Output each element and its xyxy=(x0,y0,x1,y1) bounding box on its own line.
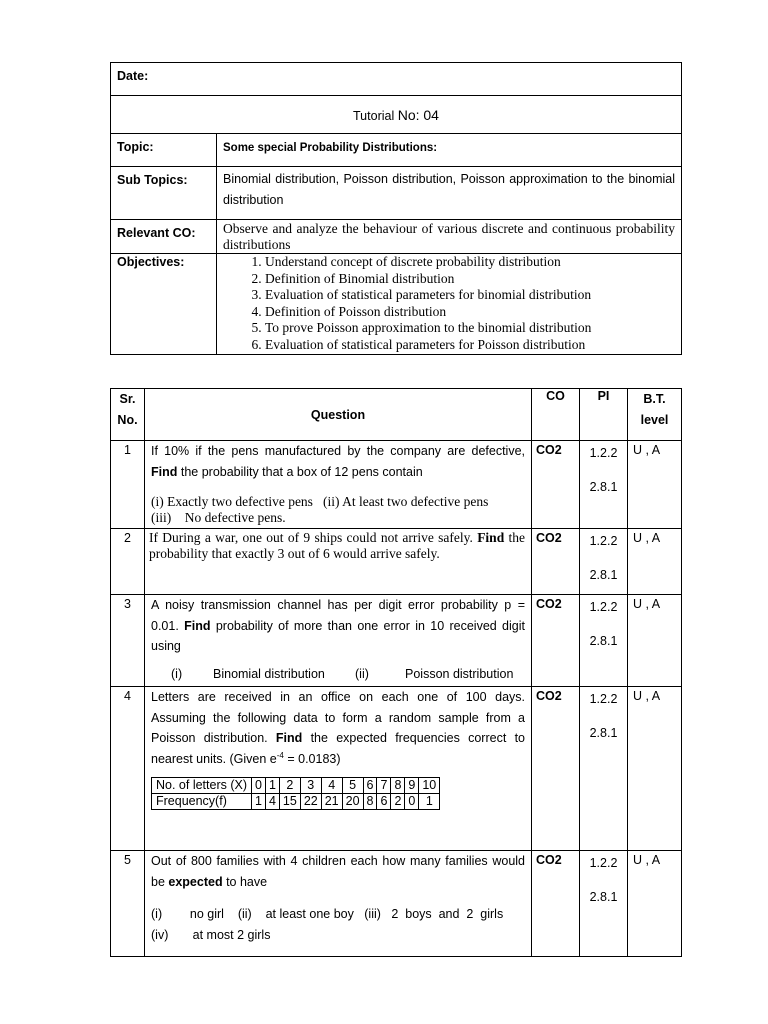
topic-value-cell xyxy=(217,134,682,167)
objectives-label-cell xyxy=(111,254,217,355)
option-number: (ii) xyxy=(355,666,369,681)
co-header xyxy=(532,389,580,441)
x-label: No. of letters (X) xyxy=(152,778,252,794)
subtopics-value-cell xyxy=(217,167,682,220)
f-value: 8 xyxy=(363,794,377,810)
question-header xyxy=(145,389,532,441)
f-value: 22 xyxy=(300,794,321,810)
find-keyword: Find xyxy=(275,731,303,745)
questions-table xyxy=(110,388,682,957)
x-value: 3 xyxy=(300,778,321,794)
objectives-list xyxy=(223,254,675,354)
pi-code: 1.2.2 xyxy=(589,446,618,460)
bt-level: U , A xyxy=(628,687,682,851)
question-text xyxy=(151,687,525,769)
f-value: 20 xyxy=(342,794,363,810)
date-cell xyxy=(111,63,682,96)
pi-code: 2.8.1 xyxy=(589,890,618,904)
bt-header-line2: level xyxy=(640,413,669,427)
question-text-post: the expected frequencies correct to nearest units. (Given e xyxy=(151,731,525,766)
pi-value xyxy=(580,529,628,595)
question-text-post: the probability that a box of 12 pens contain xyxy=(177,464,423,479)
pi-code: 1.2.2 xyxy=(589,692,618,706)
question-cell xyxy=(145,441,532,529)
find-keyword: Find xyxy=(184,618,211,633)
tutorial-title: Tutorial No: 04 xyxy=(353,106,439,123)
f-label: Frequency(f) xyxy=(152,794,252,810)
objective-item: 4. Definition of Poisson distribution xyxy=(265,304,675,321)
date-label: Date: xyxy=(117,69,149,83)
pi-header-text: PI xyxy=(597,389,610,403)
question-text-pre: If During a war, one out of 9 ships could not arrive safely. xyxy=(149,530,478,545)
bt-level: U , A xyxy=(628,441,682,529)
topic-value: Some special Probability Distributions: xyxy=(223,142,438,154)
f-value: 0 xyxy=(405,794,419,810)
question-cell xyxy=(145,851,532,957)
sr-no: 5 xyxy=(111,851,145,957)
sr-no: 4 xyxy=(111,687,145,851)
x-value: 7 xyxy=(377,778,391,794)
x-value: 2 xyxy=(279,778,300,794)
topic-label: Topic: xyxy=(117,140,154,154)
co-value: CO2 xyxy=(532,529,580,595)
x-value: 8 xyxy=(391,778,405,794)
co-value: CO2 xyxy=(532,687,580,851)
f-value: 15 xyxy=(279,794,300,810)
sr-header-line2: No. xyxy=(117,413,138,427)
topic-label-cell xyxy=(111,134,217,167)
objectives-label: Objectives: xyxy=(117,255,185,269)
table-row xyxy=(111,687,682,851)
table-row xyxy=(111,851,682,957)
question-text-post: probability of more than one error in 10 received digit using xyxy=(151,618,525,653)
objective-item: 3. Evaluation of statistical parameters for binomial distribution xyxy=(265,287,675,304)
question-option: (i) no girl (ii) at least one boy (iii) 2 boys and 2 girls xyxy=(151,907,504,921)
co-value: CO2 xyxy=(532,851,580,957)
tutorial-title-cell xyxy=(111,96,682,134)
frequency-f-row xyxy=(152,794,440,810)
expected-keyword: expected xyxy=(168,874,223,889)
pi-code: 2.8.1 xyxy=(589,726,618,740)
co-header-text: CO xyxy=(546,389,565,403)
subtopics-label-cell xyxy=(111,167,217,220)
x-value: 1 xyxy=(265,778,279,794)
objective-item: 2. Definition of Binomial distribution xyxy=(265,271,675,288)
frequency-table xyxy=(151,777,440,810)
question-cell xyxy=(145,687,532,851)
sr-no: 2 xyxy=(111,529,145,595)
pi-code: 1.2.2 xyxy=(589,856,618,870)
question-options xyxy=(151,666,525,682)
find-keyword: Find xyxy=(477,530,505,545)
co-value-cell xyxy=(217,220,682,254)
question-text-post: the probability that exactly 3 out of 6 would arrive safely. xyxy=(149,530,525,561)
sr-no-header xyxy=(111,389,145,441)
question-cell xyxy=(145,595,532,687)
question-text-end: = 0.0183) xyxy=(283,751,341,766)
option-text: Binomial distribution xyxy=(213,666,325,681)
x-value: 10 xyxy=(419,778,440,794)
table-row xyxy=(111,441,682,529)
pi-value xyxy=(580,441,628,529)
exponent: -4 xyxy=(276,750,284,760)
question-text xyxy=(151,441,525,482)
option-number: (i) xyxy=(171,666,183,681)
question-header-text: Question xyxy=(310,407,366,422)
question-option: (iv) at most 2 girls xyxy=(151,927,271,942)
pi-code: 1.2.2 xyxy=(589,600,618,614)
question-option: (iii) No defective pens. xyxy=(151,510,286,525)
bt-level: U , A xyxy=(628,595,682,687)
pi-code: 2.8.1 xyxy=(589,634,618,648)
sr-no: 1 xyxy=(111,441,145,529)
pi-code: 2.8.1 xyxy=(589,480,618,494)
question-text-pre: Out of 800 families with 4 children each how many families would be xyxy=(151,854,525,889)
co-label: Relevant CO: xyxy=(117,226,196,240)
question-option: (i) Exactly two defective pens (ii) At least two defective pens xyxy=(151,494,489,509)
co-value: Observe and analyze the behaviour of various discrete and continuous probability distributions xyxy=(223,221,675,252)
co-value: CO2 xyxy=(532,595,580,687)
f-value: 1 xyxy=(419,794,440,810)
table-row xyxy=(111,529,682,595)
question-text-post: to have xyxy=(222,874,268,889)
f-value: 2 xyxy=(391,794,405,810)
x-value: 0 xyxy=(252,778,266,794)
co-label-cell xyxy=(111,220,217,254)
x-value: 5 xyxy=(342,778,363,794)
pi-header xyxy=(580,389,628,441)
f-value: 4 xyxy=(265,794,279,810)
objective-item: 1. Understand concept of discrete probability distribution xyxy=(265,254,675,271)
x-value: 9 xyxy=(405,778,419,794)
bt-header-line1: B.T. xyxy=(643,392,666,406)
subtopics-value: Binomial distribution, Poisson distribution, Poisson approximation to the binomial distribution xyxy=(223,172,675,207)
question-text-pre: Letters are received in an office on each one of 100 days. Assuming the following data to form a random sample from a Poisson distribution. xyxy=(151,690,525,745)
question-cell xyxy=(145,529,532,595)
question-text xyxy=(151,595,525,657)
bt-level: U , A xyxy=(628,851,682,957)
pi-code: 2.8.1 xyxy=(589,568,618,582)
bt-header xyxy=(628,389,682,441)
f-value: 6 xyxy=(377,794,391,810)
objective-item: 5. To prove Poisson approximation to the binomial distribution xyxy=(265,320,675,337)
subtopics-label: Sub Topics: xyxy=(117,173,188,187)
x-value: 6 xyxy=(363,778,377,794)
sr-no: 3 xyxy=(111,595,145,687)
question-text-pre: If 10% if the pens manufactured by the company are defective, xyxy=(151,444,525,458)
pi-code: 1.2.2 xyxy=(589,534,618,548)
pi-value xyxy=(580,687,628,851)
table-row xyxy=(111,595,682,687)
question-text xyxy=(151,851,525,892)
pi-value xyxy=(580,851,628,957)
find-keyword: Find xyxy=(151,464,178,479)
bt-level: U , A xyxy=(628,529,682,595)
question-text-pre: A noisy transmission channel has per digit error probability p = 0.01. xyxy=(151,598,525,633)
objectives-cell xyxy=(217,254,682,355)
objective-item: 6. Evaluation of statistical parameters for Poisson distribution xyxy=(265,337,675,354)
frequency-x-row xyxy=(152,778,440,794)
f-value: 21 xyxy=(321,794,342,810)
sr-header-line1: Sr. xyxy=(119,392,136,406)
co-value: CO2 xyxy=(532,441,580,529)
pi-value xyxy=(580,595,628,687)
tutorial-info-table xyxy=(110,62,682,355)
option-text: Poisson distribution xyxy=(405,666,514,681)
x-value: 4 xyxy=(321,778,342,794)
f-value: 1 xyxy=(252,794,266,810)
